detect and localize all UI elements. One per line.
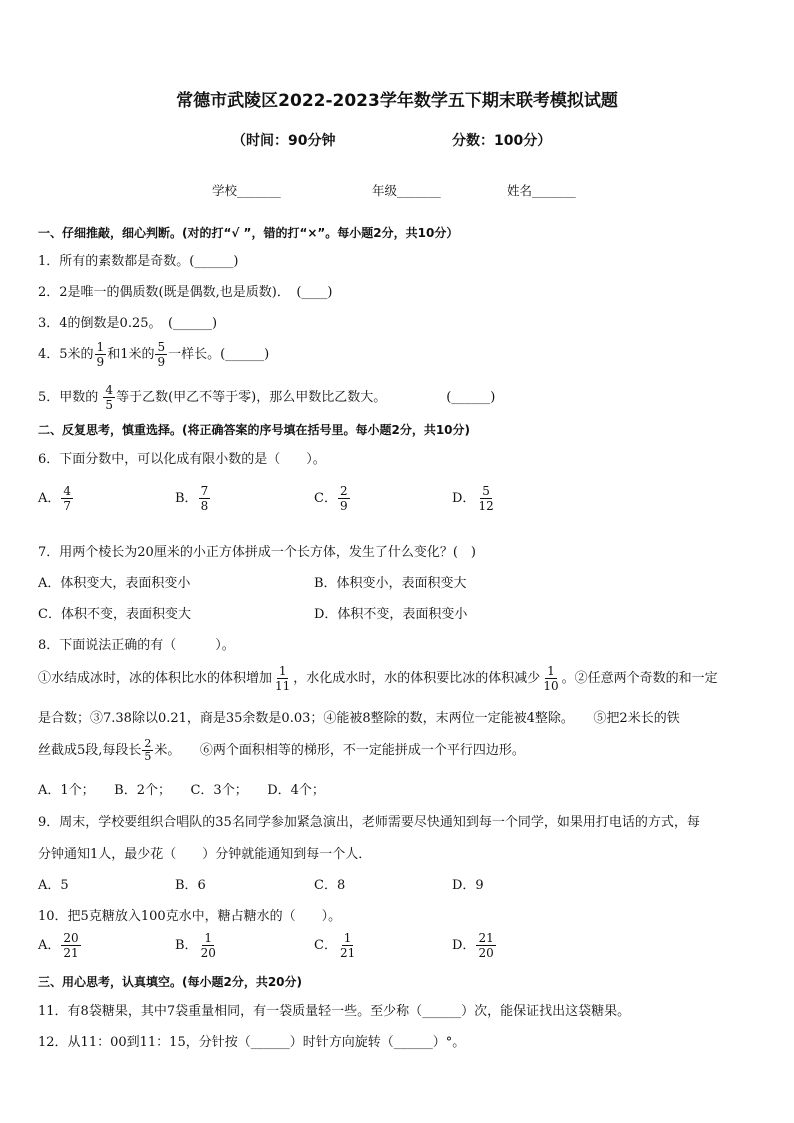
question-5 [38,383,495,412]
exam-score: 分数：100分） [452,133,552,149]
q8-line-3: 丝截成5段,每段长 $\frac{2}{5}$ 米。 ⑥两个面积相等的梯形，不一定能拼成一个平行四边形。 [38,737,525,763]
q10-option-d: D． $\frac{21}{20}$ [452,931,494,960]
q9-option-b: B．6 [175,878,206,893]
page-title: 常德市武陵区2022-2023学年数学五下期末联考模拟试题 [176,91,618,111]
section-2-heading: 二、反复思考，慎重选择。(将正确答案的序号填在括号里。每小题2分，共10分) [38,423,471,437]
q4-fraction-2: $\frac{5}{9}$ [157,340,166,369]
q7-option-c: C．体积不变，表面积变大 [38,607,191,622]
q5-fraction: $\frac{4}{5}$ [105,383,114,412]
q4-text-a: 4．5米的 [38,347,94,362]
question-4 [38,340,269,369]
q7-option-b: B．体积变小，表面积变大 [314,576,467,591]
q6-option-b: B． $\frac{7}{8}$ [175,484,209,513]
question-2: 2．2是唯一的偶质数(既是偶数,也是质数)． (____) [38,285,333,300]
exam-time: （时间：90分钟 [232,133,336,149]
q4-text-b: 和1米的 [107,347,155,362]
q8-options: A．1个； B．2个； C．3个； D．4个； [38,783,325,798]
question-7: 7．用两个棱长为20厘米的小正方体拼成一个长方体，发生了什么变化？( ) [38,545,476,560]
question-10: 10．把5克糖放入100克水中，糖占糖水的（ ）。 [38,909,342,924]
question-3: 3．4的倒数是0.25。 (______) [38,316,218,331]
q9-line-1: 9．周末，学校要组织合唱队的35名同学参加紧急演出，老师需要尽快通知到每一个同学，如果用打电话的方式，每 [38,815,700,830]
q6-option-c: C． $\frac{2}{9}$ [314,484,348,513]
q10-option-b: B． $\frac{1}{20}$ [175,931,216,960]
q9-option-a: A．5 [38,878,69,893]
name-field: 姓名_______ [507,183,576,198]
q5-answer-blank: (______) [446,390,496,405]
q9-option-d: D．9 [452,878,484,893]
q6-option-d: D． $\frac{5}{12}$ [452,484,494,513]
q8-line-1: ①水结成冰时，冰的体积比水的体积增加 $\frac{1}{11}$ ，水化成水时，水的体积要比冰的体积减少 $\frac{1}{10}$ 。②任意两个奇数的和一定 [38,664,718,693]
q7-option-d: D．体积不变，表面积变小 [314,607,468,622]
grade-field: 年级_______ [372,183,441,198]
q7-option-a: A．体积变大，表面积变小 [38,576,191,591]
q5-text-b: 等于乙数(甲乙不等于零)，那么甲数比乙数大。 [116,390,387,405]
question-8: 8．下面说法正确的有（ ）。 [38,638,235,653]
question-1: 1．所有的素数都是奇数。(______) [38,254,239,269]
school-field: 学校_______ [212,183,281,198]
q9-option-c: C．8 [314,878,346,893]
question-6: 6．下面分数中，可以化成有限小数的是（ ）。 [38,452,326,467]
q10-option-c: C． $\frac{1}{21}$ [314,931,356,960]
question-12: 12．从11：00到11：15，分针按（______）时针方向旋转（______）°。 [38,1035,466,1050]
q5-text-a: 5．甲数的 [38,390,99,405]
q4-fraction-1: $\frac{1}{9}$ [96,340,105,369]
q9-line-2: 分钟通知1人，最少花（ ）分钟就能通知到每一个人． [38,847,372,862]
section-1-heading: 一、仔细推敲，细心判断。(对的打“√ ”，错的打“×”。每小题2分，共10分） [38,226,459,240]
q6-option-a: A． $\frac{4}{7}$ [38,484,72,513]
q4-text-c: 一样长。(______) [168,347,270,362]
q10-option-a: A． $\frac{20}{21}$ [38,931,79,960]
section-3-heading: 三、用心思考，认真填空。(每小题2分，共20分) [38,975,303,989]
q8-line-2: 是合数；③7.38除以0.21，商是35余数是0.03；④能被8整除的数，末两位一定能被4整除。 ⑤把2米长的铁 [38,711,680,726]
question-11: 11．有8袋糖果，其中7袋重量相同，有一袋质量轻一些。至少称（______）次，能保证找出这袋糖果。 [38,1004,631,1019]
